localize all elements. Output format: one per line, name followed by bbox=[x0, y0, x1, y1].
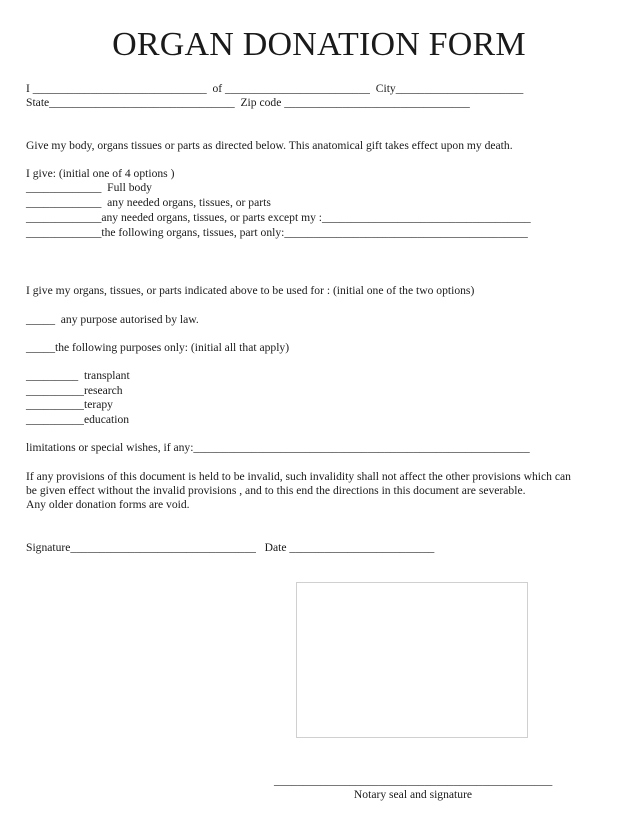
provisions-text-line-2: be given effect without the invalid provisions , and to this end the directions in this document are severable. bbox=[26, 484, 526, 497]
purpose-transplant[interactable]: _________ transplant bbox=[26, 369, 130, 382]
purpose-education[interactable]: __________education bbox=[26, 413, 130, 426]
use-option-any-purpose[interactable]: _____ any purpose autorised by law. bbox=[26, 313, 199, 326]
provisions-text-line-1: If any provisions of this document is held to be invalid, such invalidity shall not affect the other provisions which can bbox=[26, 470, 571, 483]
notary-signature-line[interactable]: ________________________________________________ bbox=[274, 774, 553, 787]
give-options-heading: I give: (initial one of 4 options ) bbox=[26, 167, 175, 180]
provisions-text-line-3: Any older donation forms are void. bbox=[26, 498, 190, 511]
give-option-except[interactable]: _____________any needed organs, tissues, or parts except my :____________________________________ bbox=[26, 211, 531, 224]
give-option-following-only[interactable]: _____________the following organs, tissues, part only:__________________________________________ bbox=[26, 226, 528, 239]
donor-address-line[interactable]: State________________________________ Zip code ________________________________ bbox=[26, 96, 470, 109]
give-option-any-needed[interactable]: _____________ any needed organs, tissues, or parts bbox=[26, 196, 271, 209]
use-option-following-purposes[interactable]: _____the following purposes only: (initial all that apply) bbox=[26, 341, 290, 354]
purpose-therapy[interactable]: __________terapy bbox=[26, 398, 113, 411]
notary-seal-box bbox=[296, 582, 528, 738]
signature-date-line[interactable]: Signature________________________________ Date _________________________ bbox=[26, 541, 435, 554]
purpose-research[interactable]: __________research bbox=[26, 384, 123, 397]
limitations-field[interactable]: limitations or special wishes, if any:__________________________________________________________ bbox=[26, 441, 530, 454]
form-title: ORGAN DONATION FORM bbox=[112, 26, 526, 63]
donor-identity-line[interactable]: I ______________________________ of _________________________ City______________________ bbox=[26, 82, 524, 95]
use-options-heading: I give my organs, tissues, or parts indicated above to be used for : (initial one of the two options) bbox=[26, 284, 475, 297]
gift-statement: Give my body, organs tissues or parts as directed below. This anatomical gift takes effect upon my death. bbox=[26, 139, 513, 152]
give-option-full-body[interactable]: _____________ Full body bbox=[26, 181, 152, 194]
notary-label: Notary seal and signature bbox=[353, 788, 473, 801]
